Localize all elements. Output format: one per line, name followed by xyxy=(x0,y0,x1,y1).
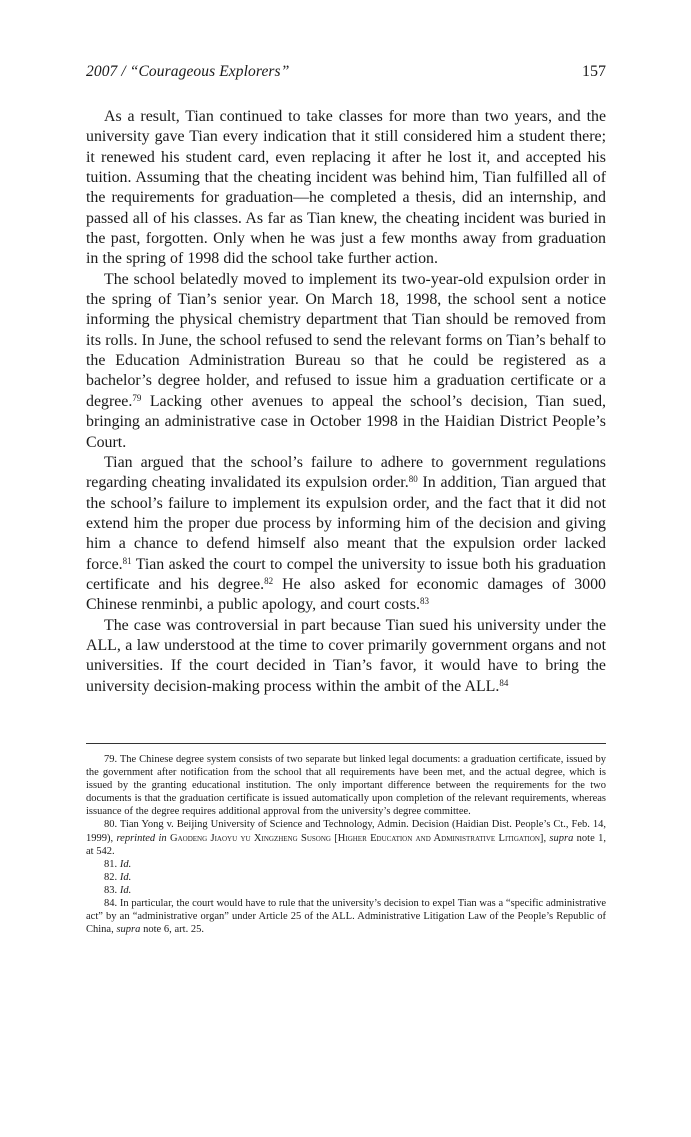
paragraph-2 xyxy=(86,270,606,453)
footnote-80 xyxy=(86,818,606,857)
footnote-84-supra: supra xyxy=(116,924,141,936)
footnote-80-text-d: note 1, at 542. xyxy=(86,832,606,857)
footnote-84-text-b: note 6, art. 25. xyxy=(140,924,205,936)
footnote-80-text-a: 80. Tian Yong v. Beijing University of Science and Technology, Admin. Decision (Haidian Dist. People’s Ct., Feb. 14, 1999), xyxy=(86,819,606,844)
footnotes xyxy=(86,753,606,936)
footnote-ref-84: 84 xyxy=(499,677,509,688)
footnote-81-id: Id. xyxy=(119,858,132,870)
footnote-82 xyxy=(86,871,606,884)
paragraph-4 xyxy=(86,616,606,697)
footnote-79: 79. The Chinese degree system consists of two separate but linked legal documents: a graduation certificate, issued by the government after notification from the school that all requirements have been met, and the actual degree, which is issued by the granting educational institution. The only important difference between the requirements for the two documents is that the graduation certificate is issued automatically upon completion of the relevant requirements, whereas issuance of the degree requires additional approval from the university’s degree committee. xyxy=(86,754,606,818)
footnote-ref-83: 83 xyxy=(420,596,430,607)
paragraph-3 xyxy=(86,453,606,616)
footnote-84 xyxy=(86,897,606,936)
footnote-80-text-c: , xyxy=(543,832,550,844)
paragraph-2-text-b: Lacking other avenues to appeal the school’s decision, Tian sued, bringing an administrative case in October 1998 in the Haidian District People’s Court. xyxy=(86,392,606,451)
footnote-80-book-title: Gaodeng Jiaoyu yu Xingzheng Susong [Higher Education and Administrative Litigation] xyxy=(170,832,544,844)
paragraph-3-text-a: Tian argued that the school’s failure to adhere to government regulations regarding cheating invalidated its expulsion order. xyxy=(86,453,606,492)
running-title: 2007 / “Courageous Explorers” xyxy=(86,63,290,80)
footnote-ref-81: 81 xyxy=(122,555,132,566)
footnote-80-supra: supra xyxy=(549,832,574,844)
paragraph-1 xyxy=(86,107,606,270)
running-header xyxy=(86,63,606,85)
footnote-84-text-a: 84. In particular, the court would have to rule that the university’s decision to expel Tian was a “specific administrative act” by an “administrative organ” under Article 25 of the ALL. Administrative Litigation Law of the People’s Republic of China, xyxy=(86,898,606,936)
paragraph-2-text-a: The school belatedly moved to implement its two-year-old expulsion order in the spring of Tian’s senior year. On March 18, 1998, the school sent a notice informing the physical chemistry department that Tian should be removed from its rolls. In June, the school refused to send the relevant forms on Tian’s behalf to the Education Administration Bureau so that he could be registered as a bachelor’s degree holder, and refused to issue him a graduation certificate or a degree. xyxy=(86,270,606,410)
footnote-ref-79: 79 xyxy=(132,392,142,403)
footnote-83-id: Id. xyxy=(119,884,132,896)
paragraph-3-text-b: In addition, Tian argued that the school’s failure to implement its expulsion order, and the fact that it did not extend him the proper due process by informing him of the decision and giving him a chance to defend himself also meant that the expulsion order lacked force. xyxy=(86,474,606,573)
paragraph-4-text-a: The case was controversial in part because Tian sued his university under the ALL, a law understood at the time to cover primarily government organs and not universities. If the court decided in Tian’s favor, it would have to bring the university decision-making process within the ambit of the ALL. xyxy=(86,616,606,695)
footnote-83-number: 83. xyxy=(104,884,120,896)
footnote-83 xyxy=(86,884,606,897)
footnote-82-number: 82. xyxy=(104,871,120,883)
footnote-81-number: 81. xyxy=(104,858,120,870)
body-text xyxy=(86,107,606,697)
footnote-82-id: Id. xyxy=(119,871,132,883)
footnote-ref-82: 82 xyxy=(264,575,274,586)
footnote-81 xyxy=(86,858,606,871)
paragraph-3-text-c: Tian asked the court to compel the university to issue both his graduation certificate and his degree. xyxy=(86,555,606,593)
paragraph-1-text: As a result, Tian continued to take classes for more than two years, and the university gave Tian every indication that it still considered him a student there; it renewed his student card, even replacing it after he lost it, and accepted his tuition. Assuming that the cheating incident was behind him, Tian fulfilled all of the requirements for graduation—he completed a thesis, did an internship, and passed all of his classes. As far as Tian knew, the cheating incident was buried in the past, forgotten. Only when he was just a few months away from graduation in the spring of 1998 did the school take further action. xyxy=(86,108,606,268)
paragraph-3-text-d: He also asked for economic damages of 3000 Chinese renminbi, a public apology, and court costs. xyxy=(86,575,606,614)
footnote-divider xyxy=(86,743,606,744)
footnote-ref-80: 80 xyxy=(408,474,418,485)
page-number: 157 xyxy=(582,63,606,80)
footnote-80-reprinted: reprinted in xyxy=(116,832,167,844)
